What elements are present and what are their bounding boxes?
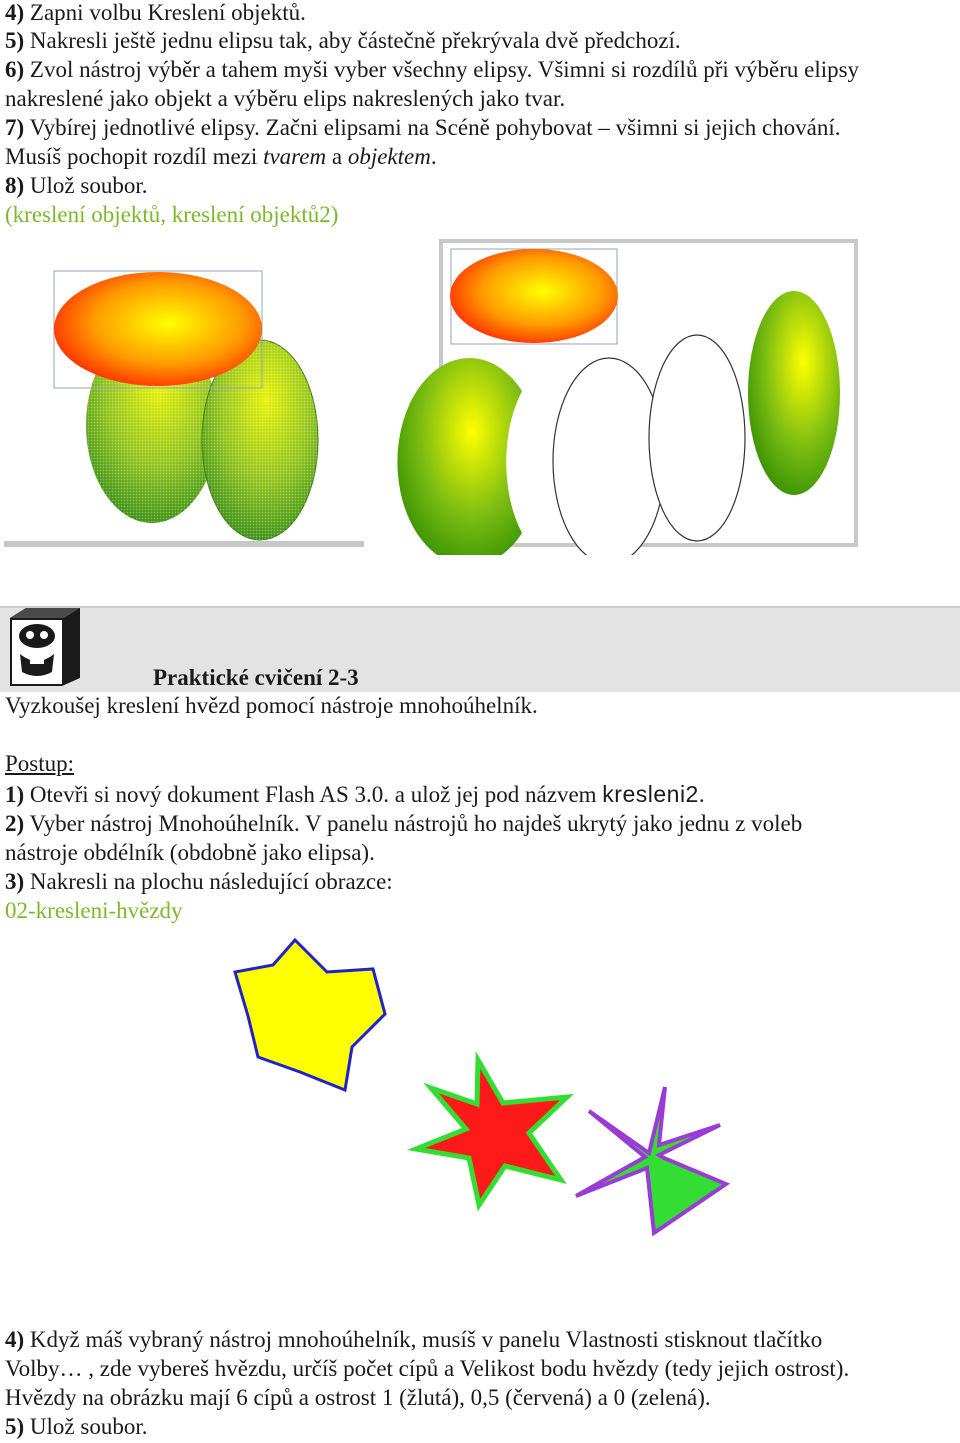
step-5-line	[5, 26, 681, 55]
step-text: nakreslené jako objekt a výběru elips nakreslených jako tvar.	[5, 86, 566, 111]
postup-heading: Postup:	[5, 751, 75, 776]
ex-step-4-line	[5, 1325, 822, 1354]
step-text: Nakresli ještě jednu elipsu tak, aby částečně překrývala dvě předchozí.	[24, 28, 681, 53]
monkey-face-icon	[4, 606, 80, 686]
purple-star	[576, 1087, 726, 1233]
file-name: kresleni2	[602, 781, 699, 807]
step-text: Vybírej jednotlivé elipsy. Začni elipsami na Scéně pohybovat – všimni si jejich chování.	[24, 115, 841, 140]
step-text: .	[698, 782, 705, 807]
step-text: Vyber nástroj Mnohoúhelník. V panelu nástrojů ho najdeš ukrytý jako jednu z voleb	[24, 811, 803, 836]
exercise-banner	[0, 606, 960, 692]
step-text: Ulož soubor.	[24, 1414, 148, 1439]
step-text: Nakresli na plochu následující obrazce:	[24, 869, 393, 894]
grey-bar	[4, 541, 364, 547]
step-text: Ulož soubor.	[24, 173, 148, 198]
stars-link[interactable]: 02-kresleni-hvězdy	[5, 898, 183, 923]
outline-ellipse	[649, 335, 745, 541]
ellipse-group-objects	[54, 271, 318, 540]
step-text: Zvol nástroj výběr a tahem myši vyber všechny elipsy. Všimni si rozdílů při výběru elipsy	[24, 57, 860, 82]
ex-step-2-line	[5, 809, 802, 838]
exercise-title: Praktické cvičení 2-3	[153, 665, 359, 690]
step-6-line	[5, 55, 859, 84]
step-7-line-2	[5, 142, 437, 171]
exercise-intro: Vyzkoušej kreslení hvězd pomocí nástroje mnohoúhelník.	[5, 693, 538, 718]
orange-ellipse	[450, 249, 618, 343]
step-number: 4)	[5, 0, 25, 25]
outline-ellipse	[553, 358, 665, 555]
step-number: 5)	[5, 28, 25, 53]
orange-ellipse	[54, 272, 262, 386]
step-7-line	[5, 113, 841, 142]
step-number: 5)	[5, 1414, 25, 1439]
drawing-objects-links[interactable]: (kreslení objektů, kreslení objektů2)	[5, 202, 339, 227]
ellipse-group-shapes	[397, 241, 856, 555]
cut-green-shape	[397, 358, 522, 555]
ex-step-1-line	[5, 780, 705, 809]
step-number: 8)	[5, 173, 25, 198]
step-6-line-2	[5, 84, 565, 113]
ex-step-4-line-2: Volby… , zde vybereš hvězdu, určíš počet cípů a Velikost bodu hvězdy (tedy jejich ostrost).	[5, 1356, 850, 1381]
term-tvarem: tvarem	[263, 144, 327, 169]
step-number: 7)	[5, 115, 25, 140]
ellipses-illustration	[0, 235, 960, 555]
step-text: Otevři si nový dokument Flash AS 3.0. a ulož jej pod názvem	[24, 782, 603, 807]
step-number: 6)	[5, 57, 25, 82]
green-ellipse	[748, 291, 840, 495]
term-objektem: objektem	[347, 144, 431, 169]
red-star	[416, 1060, 567, 1205]
step-text: a	[326, 144, 348, 169]
step-text: .	[430, 144, 437, 169]
step-text: Když máš vybraný nástroj mnohoúhelník, musíš v panelu Vlastnosti stisknout tlačítko	[24, 1327, 823, 1352]
stars-illustration	[0, 930, 960, 1315]
step-text: Zapni volbu Kreslení objektů.	[24, 0, 306, 25]
ex-step-5-line	[5, 1412, 147, 1441]
step-8-line	[5, 171, 147, 200]
step-4-line	[5, 0, 306, 27]
step-number: 1)	[5, 782, 25, 807]
step-number: 3)	[5, 869, 25, 894]
step-number: 2)	[5, 811, 25, 836]
ex-step-2-line-2: nástroje obdélník (obdobně jako elipsa).	[5, 840, 375, 865]
yellow-star	[235, 940, 385, 1090]
ex-step-3-line	[5, 867, 393, 896]
ex-step-4-line-3: Hvězdy na obrázku mají 6 cípů a ostrost 1 (žlutá), 0,5 (červená) a 0 (zelená).	[5, 1385, 711, 1410]
step-number: 4)	[5, 1327, 25, 1352]
step-text: Musíš pochopit rozdíl mezi	[5, 144, 264, 169]
